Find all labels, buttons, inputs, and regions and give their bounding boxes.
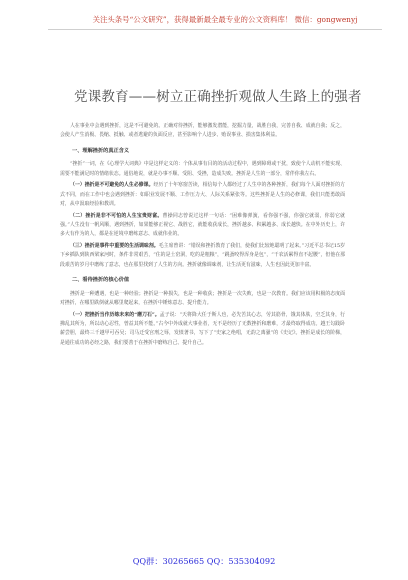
body-paragraph — [60, 242, 345, 270]
document-body — [60, 122, 345, 350]
paragraph-text: 经历了十年寒窗苦读，相信每个人都经过了人生中的各种挫折，我们每个人面对挫折的方式不同，而在工作中也会遇到挫折：如职业发展不顺、工作压力大、人际关系紧张等。这些挫折是人生的必修课，我们只能勇敢面对，从中汲取经验和教训。 — [60, 182, 345, 208]
body-paragraph — [60, 181, 345, 209]
paragraph-text: 毛主席曾讲：“错误和挫折教育了我们，使我们比较地聪明了起来。”习近平总书记15岁下乡插队到陕西梁家河时，条件非常艰苦，“住的是土窑洞，吃的是粗粮”，“跳蚤咬得浑身是包”，“干农活累得直不起腰”，但他在那段艰苦的岁月中磨练了意志，也在那里找到了人生的方向。挫折就像调味剂，让生活更有滋味，人生也因此更加丰富。 — [60, 243, 345, 268]
paragraph-text: 曹操同志曾说过这样一句话：“困难像弹簧，看你强不强，你强它就弱，你弱它就强。”人生没有一帆风顺，遇到挫折，如果能够正视它、战胜它，就能收获成长，挫折越多、积累越多、成长越快。在中外历史上，许多大有作为的人，都是在逆境中磨练意志、成就伟业的。 — [60, 212, 345, 238]
body-paragraph — [60, 290, 345, 309]
body-paragraph — [60, 311, 345, 349]
intro-paragraph: 人在事业中会遇到挫折，这是不可避免的。正确对待挫折，能够激发潜能，挖掘力量，战胜自我，完善自我、成就自我；反之，会使人产生消极、畏缩、抵触、或者逃避的负面反应，甚至影响个人进步、贻误事业、损害集体利益。 — [60, 123, 345, 139]
paragraph-lead: （一）挫折是不可避免的人生必修课。 — [70, 182, 154, 189]
header-divider — [48, 29, 382, 30]
paragraph-lead: （三）挫折是事件中重要的生活调味剂。 — [70, 243, 159, 250]
paragraph-lead: （一）把挫折当作历练未来的“磨刀石”。 — [70, 311, 160, 318]
paragraph-text: 孟子说：“天将降大任于斯人也，必先苦其心志，劳其筋骨，饿其体肤，空乏其身，行拂乱其所为，所以动心忍性，曾益其所不能。”古今中外成就大事业者，无不是经历了无数挫折和磨难，才最终取得成功。越王勾践卧薪尝胆，最终三千越甲可吞吴；司马迁受宫刑之辱，发愤著书，写下了“史家之绝唱，无韵之离骚”的《史记》。挫折是成长的阶梯，是通往成功的必经之路，我们要善于在挫折中磨练自己、提升自己。 — [60, 311, 345, 346]
section-heading: 一、理解挫折的真正含义 — [72, 147, 130, 154]
body-paragraph — [60, 160, 345, 179]
footer-contact: QQ群：30265665 QQ：535304092 — [132, 556, 276, 566]
paragraph-text: 挫折是一种遭遇，也是一种经验；挫折是一种损失，也是一种收获；挫折是一次失败，也是一次教育。我们应该用积极的态度面对挫折，在哪里跌倒就从哪里爬起来，在挫折中锤炼意志、提升能力。 — [60, 290, 345, 307]
paragraph-lead: （二）挫折是非不可怕的人生宝贵财富。 — [70, 212, 163, 219]
document-title: 党课教育——树立正确挫折观做人生路上的强者 — [74, 89, 362, 105]
promo-banner: 关注头条号“公文研究”，获得最新最全最专业的公文资料库！ 微信：gongwenyj — [92, 15, 358, 24]
body-paragraph — [60, 212, 345, 240]
section-heading: 二、看待挫折的核心价值 — [72, 277, 130, 284]
paragraph-text: “挫折”一词，在《心理学大词典》中是这样定义的：个体从事有目的的活动过程中，遇到障碍或干扰，致使个人动机不能实现、需要不能满足时的情绪状态。通俗地说，就是办事不顺、受阻、受挫，造成失败。挫折是人生的一部分，常伴你我左右。 — [60, 161, 345, 177]
